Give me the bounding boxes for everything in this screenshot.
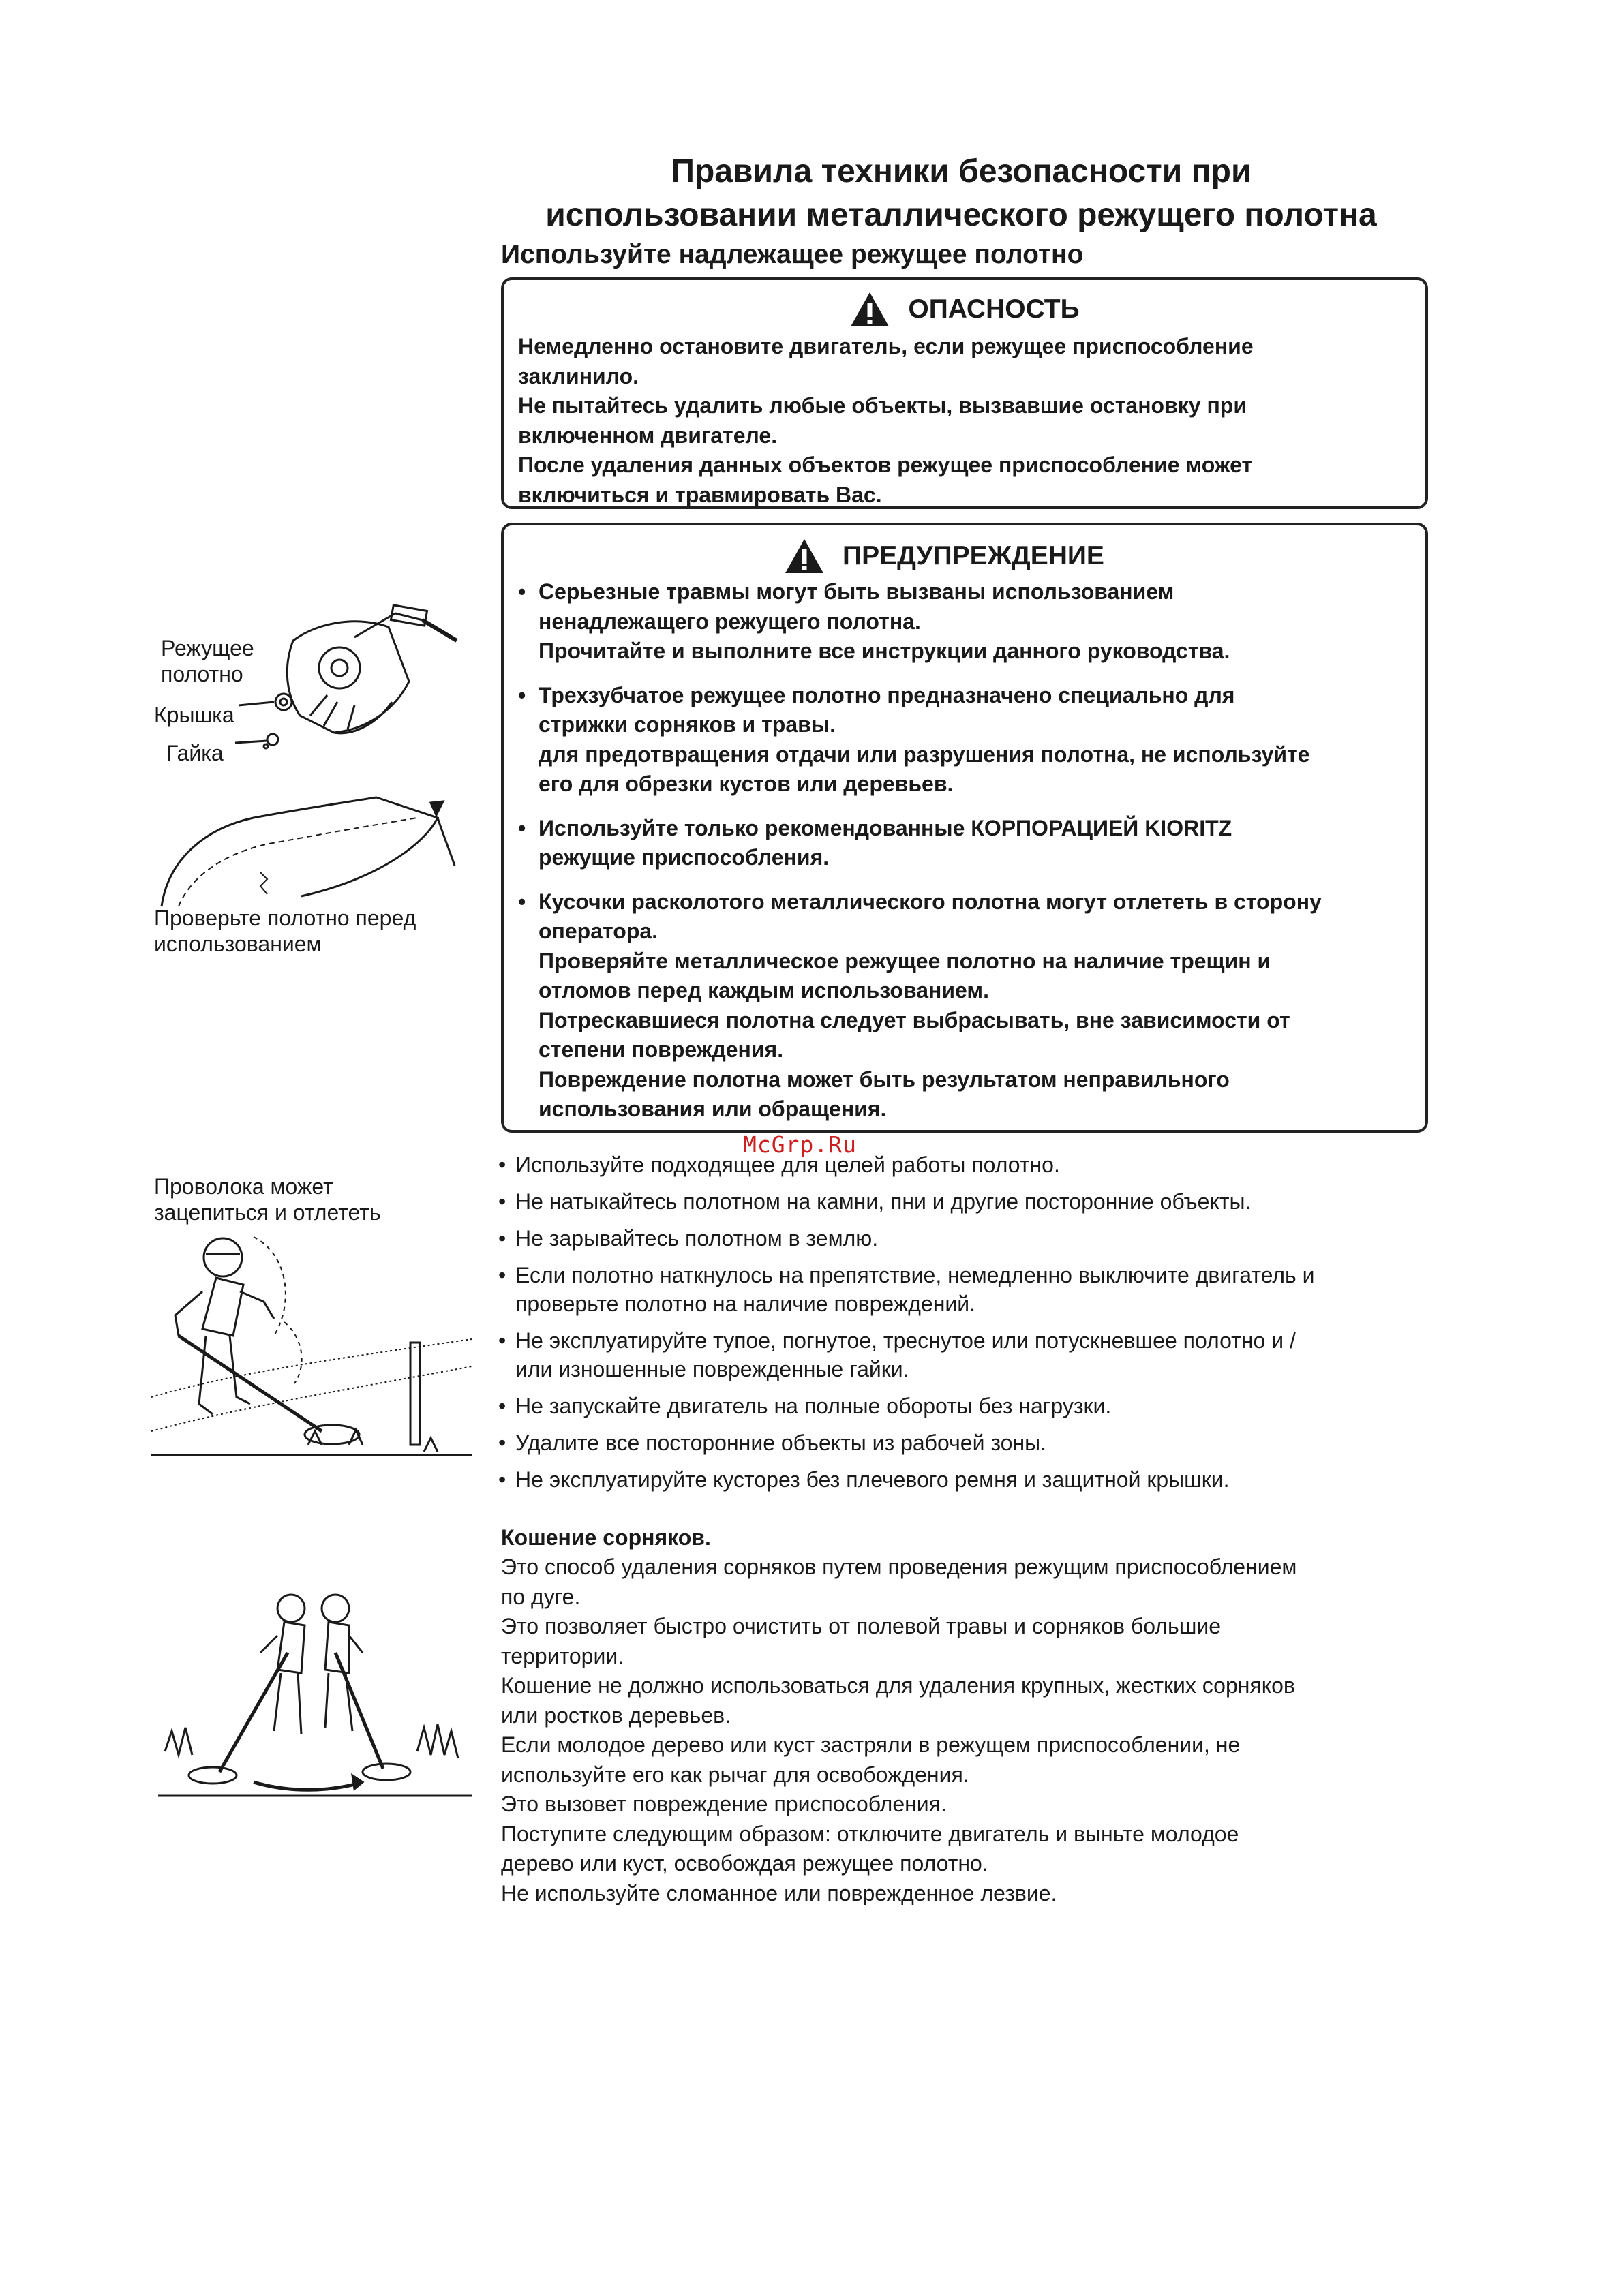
danger-line: После удаления данных объектов режущее приспособление может (518, 453, 1253, 477)
warning-item: • Кусочки расколотого металлического полотна могут отлететь в сторону оператора. Проверяйте металлическое режущее полотно на наличие трещин и отломов перед каждым использованием. Потрескавшиеся полотна следует выбрасывать, вне зависимости от степени повреждения. Повреждение полотна может быть результатом неправильного использования или обращения. (514, 887, 1425, 1124)
danger-line: Немедленно остановите двигатель, если режущее приспособление (518, 334, 1254, 358)
danger-line: включиться и травмировать Вас. (518, 482, 882, 507)
warning-heading: ПРЕДУПРЕЖДЕНИЕ (843, 541, 1104, 570)
caption-wire-hazard: Проволока может зацепиться и отлететь (154, 1174, 381, 1225)
warning-box (501, 523, 1428, 1133)
tip-item: • Не зарывайтесь полотном в землю. (498, 1224, 1439, 1253)
warning-item: • Используйте только рекомендованные КОРПОРАЦИЕЙ KIORITZ режущие приспособления. (514, 814, 1425, 873)
tips-list (498, 1150, 1439, 1502)
page-title (477, 150, 1445, 237)
mowing-section (501, 1523, 1428, 1908)
label-nut: Гайка (166, 741, 224, 765)
mowing-illustration (158, 1588, 472, 1796)
watermark: McGrp.Ru (743, 1131, 857, 1158)
warning-triangle-icon (849, 291, 890, 328)
label-blade: Режущее полотно (161, 636, 254, 686)
danger-text (518, 332, 1425, 510)
subtitle: Используйте надлежащее режущее полотно (501, 240, 1084, 269)
tip-item: • Не натыкайтесь полотном на камни, пни и другие посторонние объекты. (498, 1187, 1439, 1216)
tip-item: • Если полотно наткнулось на препятствие, немедленно выключите двигатель и проверьте полотно на наличие повреждений. (498, 1261, 1439, 1318)
warning-header (463, 536, 1425, 576)
blade-assembly-illustration (259, 600, 464, 777)
danger-header (504, 290, 1425, 329)
warning-triangle-icon (784, 538, 825, 575)
caption-check-blade: Проверьте полотно перед использованием (154, 906, 416, 956)
label-cap: Крышка (154, 703, 234, 727)
mowing-heading: Кошение сорняков. (501, 1525, 711, 1550)
danger-line: Не пытайтесь удалить любые объекты, вызвавшие остановку при (518, 393, 1247, 418)
mowing-text: Это способ удаления сорняков путем проведения режущим приспособлением по дуге. Это позволяет быстро очистить от полевой травы и сорняков большие территории. Кошение не должно использоваться для удаления крупных, жестких сорняков или ростков деревьев. Если молодое дерево или куст застряли в режущем приспособлении, не используйте его как рычаг для освобождения. Это вызовет повреждение приспособления. Поступите следующим образом: отключите двигатель и выньте молодое дерево или куст, освобождая режущее полотно. Не используйте сломанное или поврежденное лезвие. (501, 1555, 1297, 1905)
danger-line: включенном двигателе. (518, 423, 778, 448)
cracked-blade-illustration (151, 791, 479, 910)
title-line-1: Правила техники безопасности при (671, 153, 1252, 189)
danger-heading: ОПАСНОСТЬ (908, 294, 1080, 324)
tip-item: • Используйте подходящее для целей работы полотно. (498, 1150, 1439, 1179)
warning-item: • Серьезные травмы могут быть вызваны использованием ненадлежащего режущего полотна. Прочитайте и выполните все инструкции данного руководства. (514, 577, 1425, 667)
danger-line: заклинило. (518, 363, 639, 388)
tip-item: • Не запускайте двигатель на полные обороты без нагрузки. (498, 1392, 1439, 1420)
warning-list (514, 577, 1425, 1124)
warning-item: • Трехзубчатое режущее полотно предназначено специально для стрижки сорняков и травы. для предотвращения отдачи или разрушения полотна, не используйте его для обрезки кустов или деревьев. (514, 681, 1425, 799)
tip-item: • Не эксплуатируйте тупое, погнутое, треснутое или потускневшее полотно и / или изношенные поврежденные гайки. (498, 1326, 1439, 1383)
danger-box (501, 277, 1428, 509)
wire-hazard-illustration (151, 1227, 472, 1458)
tip-item: • Не эксплуатируйте кусторез без плечевого ремня и защитной крышки. (498, 1465, 1439, 1494)
title-line-2: использовании металлического режущего полотна (545, 197, 1377, 233)
tip-item: • Удалите все посторонние объекты из рабочей зоны. (498, 1428, 1439, 1457)
